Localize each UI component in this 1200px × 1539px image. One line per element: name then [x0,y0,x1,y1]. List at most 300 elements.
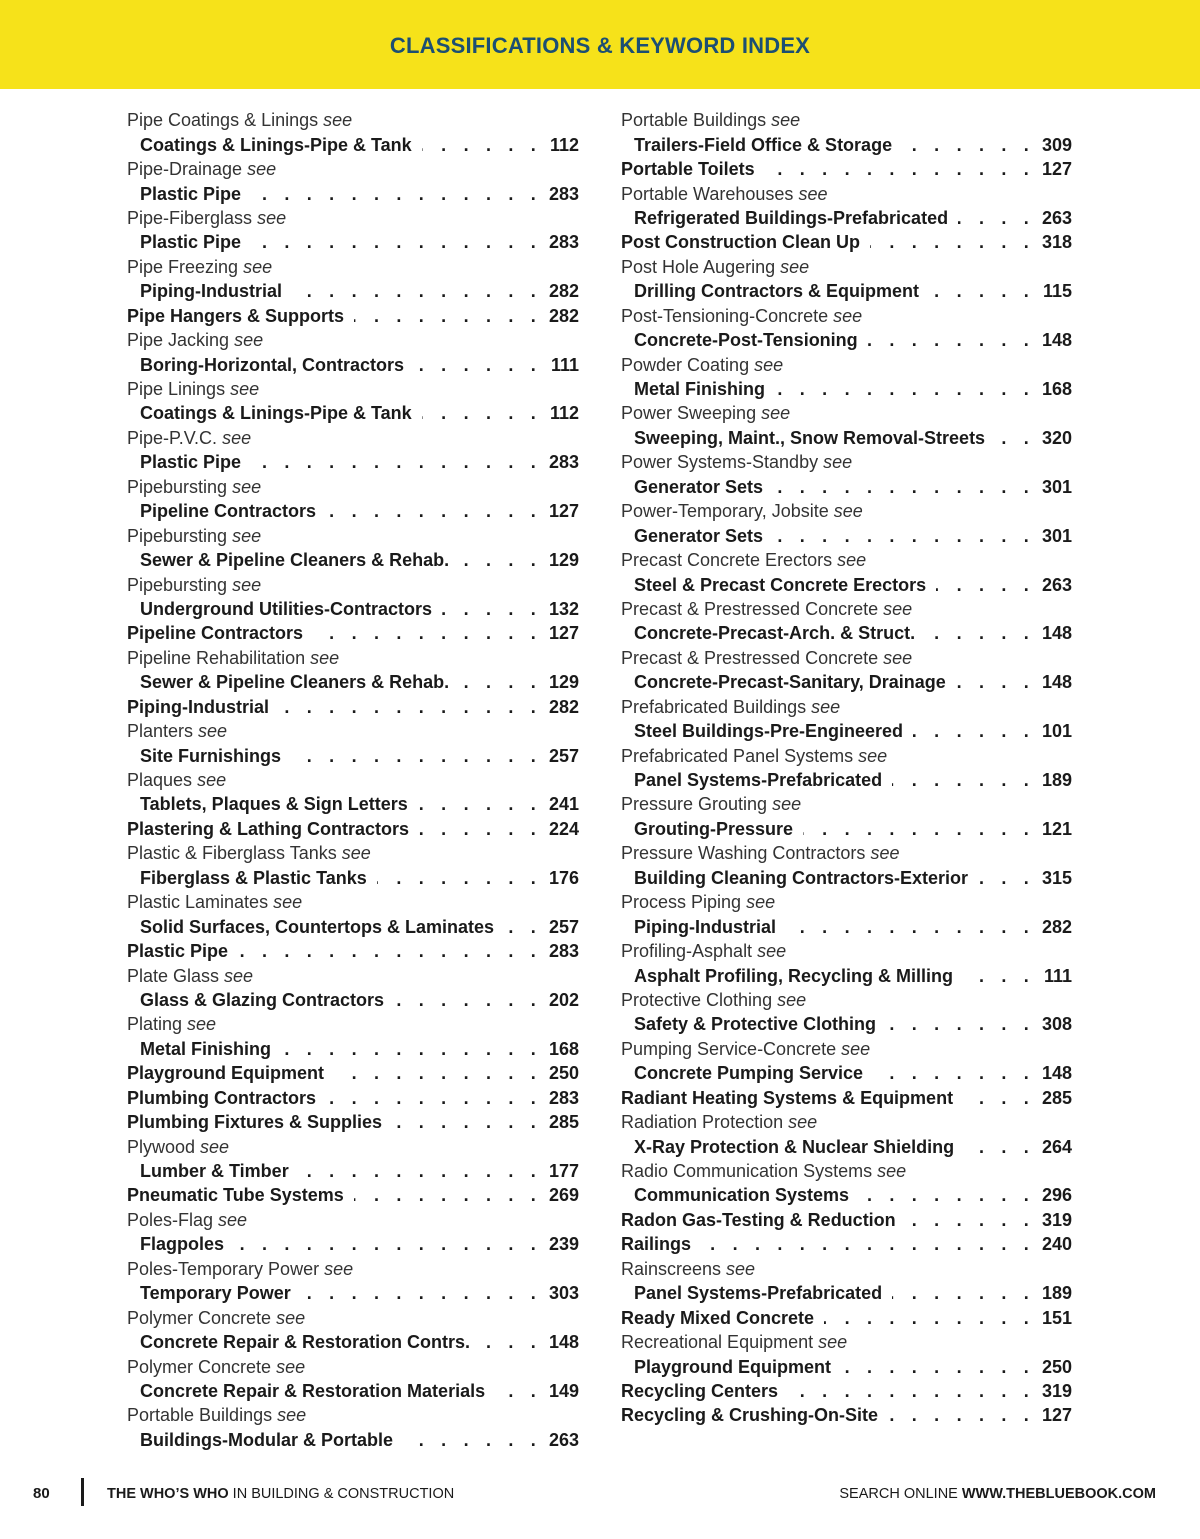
entry-term: Rainscreens [621,1258,722,1279]
classification-name: Railings [621,1234,692,1255]
page-reference: 285 [1041,1087,1072,1108]
entry-term: Portable Buildings [127,1405,273,1426]
classification-name: Plastic Pipe [127,941,229,962]
page-reference: 127 [1041,159,1072,180]
page-reference: 241 [548,794,579,815]
page-reference: 283 [548,452,579,473]
dot-leader [422,404,542,422]
dot-leader [773,527,1035,545]
see-reference-entry [127,841,579,865]
page-reference: 168 [1041,379,1072,400]
see-target-entry[interactable] [127,450,579,474]
page-reference: 112 [549,403,579,424]
page-reference: 240 [1041,1234,1072,1255]
page-reference: 309 [1041,134,1072,155]
see-target-entry[interactable] [621,1012,1072,1036]
classification-name: Playground Equipment [634,1356,832,1377]
classification-name: Generator Sets [634,476,764,497]
classification-name: Generator Sets [634,525,764,546]
see-reference-entry [127,523,579,547]
see-label: see [224,965,254,986]
dot-leader [495,1382,542,1400]
see-reference-entry [127,206,579,230]
classification-name: Concrete-Precast-Sanitary, Drainage [634,672,946,693]
see-target-entry[interactable] [127,1428,579,1452]
see-target-entry[interactable] [621,1061,1072,1085]
see-label: see [257,207,287,228]
classification-entry[interactable] [127,621,579,645]
page-reference: 148 [1041,672,1072,693]
see-label: see [823,452,853,473]
classification-entry[interactable] [127,1061,579,1085]
see-label: see [232,574,262,595]
page-reference: 151 [1041,1307,1072,1328]
page-reference: 318 [1041,232,1072,253]
see-label: see [870,843,900,864]
see-reference-entry [621,695,1072,719]
dot-leader [238,942,542,960]
dot-leader [422,136,542,154]
dot-leader [251,453,542,471]
page-reference: 189 [1041,770,1072,791]
classification-name: Ready Mixed Concrete [621,1307,815,1328]
see-target-entry[interactable] [621,621,1072,645]
page-title: CLASSIFICATIONS & KEYWORD INDEX [389,33,811,58]
see-target-entry[interactable] [127,279,579,303]
entry-term: Precast & Prestressed Concrete [621,598,879,619]
page-footer [0,1475,1200,1515]
classification-name: Piping-Industrial [634,916,776,937]
entry-term: Plastic & Fiberglass Tanks [127,843,337,864]
see-label: see [858,745,888,766]
see-target-entry[interactable] [621,719,1072,743]
classification-name: Coatings & Linings-Pipe & Tank [140,403,412,424]
see-target-entry[interactable] [621,132,1072,156]
classification-name: Concrete-Precast-Arch. & Struct. [634,623,916,644]
page-reference: 283 [548,183,579,204]
see-target-entry[interactable] [127,181,579,205]
dot-leader [841,1358,1035,1376]
see-target-entry[interactable] [127,1159,579,1183]
page-reference: 148 [548,1332,579,1353]
dot-leader [936,576,1035,594]
page-reference: 112 [549,134,579,155]
entry-term: Plywood [127,1136,196,1157]
see-target-entry[interactable] [621,475,1072,499]
see-target-entry[interactable] [127,1379,579,1403]
see-target-entry[interactable] [621,279,1072,303]
see-target-entry[interactable] [127,1037,579,1061]
page-reference: 320 [1041,427,1072,448]
page-reference: 308 [1041,1014,1072,1035]
classification-entry[interactable] [127,695,579,719]
classification-entry[interactable] [127,1086,579,1110]
page-reference: 127 [548,623,579,644]
see-label: see [818,1332,848,1353]
see-target-entry[interactable] [621,1183,1072,1207]
dot-leader [403,1431,542,1449]
dot-leader [886,1015,1035,1033]
entry-term: Pressure Washing Contractors [621,843,866,864]
page-number: 80 [33,1485,50,1502]
classification-name: Fiberglass & Plastic Tanks [140,867,367,888]
see-target-entry[interactable] [127,597,579,621]
see-target-entry[interactable] [127,988,579,1012]
classification-name: Plumbing Fixtures & Supplies [127,1112,383,1133]
classification-entry[interactable] [621,1305,1072,1329]
entry-term: Pumping Service-Concrete [621,1038,837,1059]
see-label: see [187,1014,217,1035]
dot-leader [958,209,1035,227]
dot-leader [459,551,542,569]
dot-leader [803,820,1035,838]
see-label: see [276,1307,306,1328]
page-reference: 176 [548,867,579,888]
dot-leader [234,1235,542,1253]
page-reference: 257 [548,916,579,937]
classification-name: Trailers-Field Office & Storage [634,134,893,155]
see-label: see [230,379,260,400]
see-label: see [833,305,863,326]
publication-name [107,1486,454,1502]
see-label: see [200,1136,230,1157]
see-label: see [234,330,264,351]
entry-term: Pipe Coatings & Linings [127,110,319,131]
see-label: see [757,941,787,962]
see-reference-entry [127,890,579,914]
classification-entry[interactable] [621,1086,1072,1110]
dot-leader [788,1382,1035,1400]
entry-term: Poles-Temporary Power [127,1258,320,1279]
see-reference-entry [127,377,579,401]
search-label: SEARCH ONLINE [839,1486,962,1502]
dot-leader [292,282,542,300]
see-reference-entry [127,1354,579,1378]
page-reference: 132 [548,598,579,619]
see-label: see [883,647,913,668]
see-target-entry[interactable] [127,1330,579,1354]
classification-name: Buildings-Modular & Portable [140,1429,394,1450]
classification-entry[interactable] [127,1110,579,1134]
classification-name: Boring-Horizontal, Contractors [140,354,404,375]
see-target-entry[interactable] [621,768,1072,792]
page-reference: 315 [1041,867,1072,888]
page-reference: 148 [1041,623,1072,644]
classification-name: Concrete Pumping Service [634,1063,864,1084]
see-reference-entry [127,255,579,279]
dot-leader [281,1040,542,1058]
classification-name: Panel Systems-Prefabricated [634,1283,883,1304]
classification-name: Building Cleaning Contractors-Exterior [634,867,969,888]
classification-name: Plumbing Contractors [127,1087,317,1108]
page-reference: 111 [550,354,579,375]
see-target-entry[interactable] [127,1281,579,1305]
entry-term: Plate Glass [127,965,220,986]
see-target-entry[interactable] [127,401,579,425]
entry-term: Pipe-Drainage [127,159,243,180]
see-reference-entry [621,181,1072,205]
classification-name: Pneumatic Tube Systems [127,1185,344,1206]
classification-name: Metal Finishing [634,379,766,400]
see-reference-entry [621,450,1072,474]
dot-leader [414,356,542,374]
dot-leader [775,380,1035,398]
page-reference: 202 [548,989,579,1010]
see-target-entry[interactable] [127,548,579,572]
classification-name: Piping-Industrial [140,281,282,302]
classification-entry[interactable] [127,817,579,841]
dot-leader [418,795,542,813]
see-reference-entry [621,988,1072,1012]
dot-leader [354,307,542,325]
see-target-entry[interactable] [621,1134,1072,1158]
classification-name: Underground Utilities-Contractors [140,598,433,619]
page-reference: 283 [548,232,579,253]
see-reference-entry [127,646,579,670]
dot-leader [964,1138,1035,1156]
see-target-entry[interactable] [621,523,1072,547]
classification-entry[interactable] [621,1379,1072,1403]
see-target-entry[interactable] [621,1281,1072,1305]
classification-name: Sweeping, Maint., Snow Removal-Streets [634,427,986,448]
dot-leader [773,478,1035,496]
classification-entry[interactable] [621,1232,1072,1256]
page-reference: 301 [1041,525,1072,546]
see-target-entry[interactable] [621,377,1072,401]
entry-term: Planters [127,721,194,742]
page-reference: 149 [548,1380,579,1401]
classification-name: Post Construction Clean Up [621,232,861,253]
see-target-entry[interactable] [621,206,1072,230]
see-target-entry[interactable] [127,792,579,816]
entry-term: Pipeline Rehabilitation [127,647,306,668]
dot-leader [394,991,542,1009]
dot-leader [301,1284,542,1302]
classification-name: Recycling & Crushing-On-Site [621,1405,879,1426]
classification-name: Asphalt Profiling, Recycling & Milling [634,965,954,986]
classification-entry[interactable] [127,304,579,328]
see-target-entry[interactable] [621,866,1072,890]
dot-leader [459,673,542,691]
classification-name: X-Ray Protection & Nuclear Shielding [634,1136,955,1157]
see-label: see [310,647,340,668]
dot-leader [313,624,542,642]
dot-leader [824,1309,1035,1327]
see-target-entry[interactable] [127,670,579,694]
see-target-entry[interactable] [127,866,579,890]
see-target-entry[interactable] [127,1232,579,1256]
see-reference-entry [621,890,1072,914]
dot-leader [291,747,542,765]
entry-term: Pressure Grouting [621,794,768,815]
see-label: see [883,598,913,619]
entry-term: Poles-Flag [127,1209,214,1230]
classification-entry[interactable] [621,157,1072,181]
page-reference: 250 [548,1063,579,1084]
classification-name: Panel Systems-Prefabricated [634,770,883,791]
classification-name: Plastic Pipe [140,183,242,204]
entry-term: Portable Buildings [621,110,767,131]
entry-term: Pipe Freezing [127,256,239,277]
classification-name: Radon Gas-Testing & Reduction [621,1209,896,1230]
classification-name: Sewer & Pipeline Cleaners & Rehab. [140,672,450,693]
dot-leader [888,1406,1035,1424]
see-reference-entry [621,499,1072,523]
see-label: see [746,892,776,913]
dot-leader [326,1089,542,1107]
publication-name-rest: IN BUILDING & CONSTRUCTION [228,1486,455,1502]
see-label: see [777,989,807,1010]
see-target-entry[interactable] [127,352,579,376]
see-reference-entry [621,255,1072,279]
classification-name: Metal Finishing [140,1038,272,1059]
dot-leader [902,136,1035,154]
entry-term: Plating [127,1014,183,1035]
dot-leader [873,1064,1035,1082]
page-reference: 319 [1041,1209,1072,1230]
entry-term: Pipe Linings [127,379,226,400]
classification-name: Plastic Pipe [140,232,242,253]
see-target-entry[interactable] [621,426,1072,450]
see-label: see [726,1258,756,1279]
classification-name: Tablets, Plaques & Sign Letters [140,794,408,815]
publication-name-bold: THE WHO’S WHO [107,1486,229,1502]
classification-name: Glass & Glazing Contractors [140,989,385,1010]
entry-term: Plaques [127,770,193,791]
see-reference-entry [621,1159,1072,1183]
entry-term: Powder Coating [621,354,750,375]
see-label: see [323,110,353,131]
classification-name: Communication Systems [634,1185,850,1206]
classification-name: Pipeline Contractors [140,501,317,522]
see-target-entry[interactable] [127,230,579,254]
page-reference: 296 [1041,1185,1072,1206]
classification-name: Grouting-Pressure [634,818,794,839]
see-target-entry[interactable] [621,670,1072,694]
dot-leader [929,282,1035,300]
page-reference: 283 [548,1087,579,1108]
page-reference: 283 [548,941,579,962]
see-reference-entry [127,1305,579,1329]
page-reference: 263 [1041,207,1072,228]
see-target-entry[interactable] [621,572,1072,596]
dot-leader [392,1113,542,1131]
page-reference: 129 [548,550,579,571]
see-label: see [247,159,277,180]
see-reference-entry [127,1012,579,1036]
see-label: see [772,794,802,815]
see-reference-entry [621,646,1072,670]
page-reference: 224 [548,818,579,839]
classification-entry[interactable] [621,230,1072,254]
classification-name: Refrigerated Buildings-Prefabricated [634,207,949,228]
dot-leader [870,233,1035,251]
see-reference-entry [127,1134,579,1158]
dot-leader [377,869,542,887]
page-reference: 264 [1041,1136,1072,1157]
page-reference: 121 [1041,818,1072,839]
entry-term: Power-Temporary, Jobsite [621,501,829,522]
see-label: see [811,696,841,717]
website-link[interactable]: WWW.THEBLUEBOOK.COM [961,1486,1156,1502]
entry-term: Pipebursting [127,525,228,546]
classification-entry[interactable] [127,1183,579,1207]
classification-entry[interactable] [621,1403,1072,1427]
classification-name: Piping-Industrial [127,696,269,717]
classification-name: Coatings & Linings-Pipe & Tank [140,134,412,155]
classification-name: Pipeline Contractors [127,623,304,644]
entry-term: Polymer Concrete [127,1307,272,1328]
see-reference-entry [621,401,1072,425]
entry-term: Pipebursting [127,574,228,595]
dot-leader [995,429,1035,447]
page-reference: 168 [548,1038,579,1059]
dot-leader [354,1186,542,1204]
page-reference: 250 [1041,1356,1072,1377]
classification-name: Playground Equipment [127,1063,325,1084]
see-reference-entry [127,768,579,792]
see-target-entry[interactable] [621,914,1072,938]
see-reference-entry [127,1208,579,1232]
see-label: see [788,1112,818,1133]
see-label: see [218,1209,248,1230]
dot-leader [442,600,542,618]
entry-term: Pipe Jacking [127,330,230,351]
classification-entry[interactable] [621,1208,1072,1232]
see-reference-entry [127,475,579,499]
classification-name: Sewer & Pipeline Cleaners & Rehab. [140,550,450,571]
see-label: see [232,476,262,497]
see-reference-entry [621,352,1072,376]
see-target-entry[interactable] [621,817,1072,841]
entry-term: Process Piping [621,892,742,913]
dot-leader [963,1089,1035,1107]
page-reference: 285 [548,1112,579,1133]
entry-term: Protective Clothing [621,989,773,1010]
page-reference: 177 [548,1161,579,1182]
page-reference: 148 [1041,1063,1072,1084]
see-target-entry[interactable] [127,132,579,156]
see-label: see [232,525,262,546]
see-label: see [771,110,801,131]
page-reference: 148 [1041,330,1072,351]
classification-entry[interactable] [127,939,579,963]
see-target-entry[interactable] [127,499,579,523]
page-reference: 282 [548,696,579,717]
see-reference-entry [127,426,579,450]
classification-name: Recycling Centers [621,1380,779,1401]
classification-name: Steel Buildings-Pre-Engineered [634,721,904,742]
see-target-entry[interactable] [621,328,1072,352]
see-label: see [761,403,791,424]
see-reference-entry [621,1037,1072,1061]
page-reference: 111 [1043,965,1072,986]
see-target-entry[interactable] [621,1354,1072,1378]
dot-leader [892,771,1035,789]
entry-term: Profiling-Asphalt [621,941,753,962]
classification-name: Drilling Contractors & Equipment [634,281,920,302]
see-label: see [324,1258,354,1279]
page-reference: 189 [1041,1283,1072,1304]
see-label: see [841,1038,871,1059]
classification-name: Solid Surfaces, Countertops & Laminates [140,916,495,937]
see-reference-entry [621,743,1072,767]
see-target-entry[interactable] [127,914,579,938]
see-reference-entry [621,1110,1072,1134]
see-target-entry[interactable] [621,963,1072,987]
entry-term: Portable Warehouses [621,183,794,204]
see-target-entry[interactable] [127,743,579,767]
